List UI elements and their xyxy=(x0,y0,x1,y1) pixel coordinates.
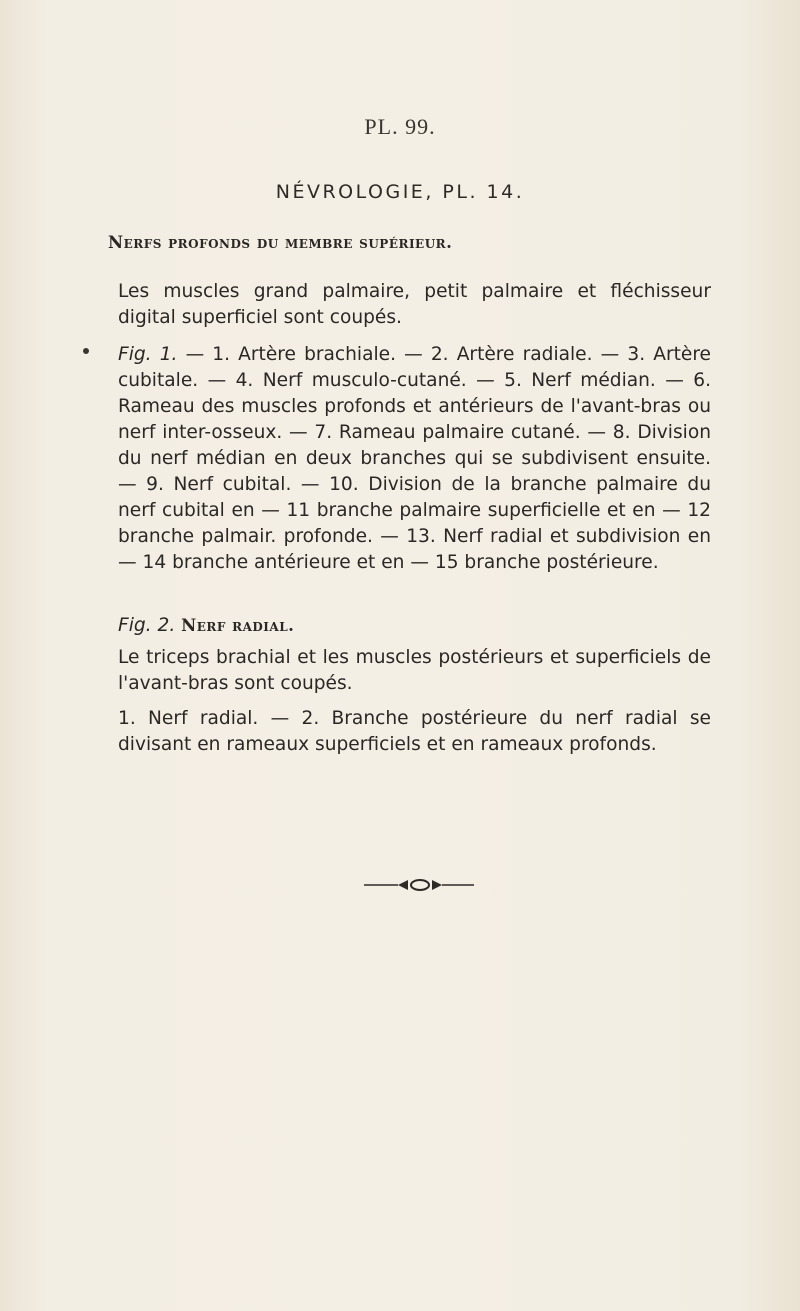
fig2-legend: 1. Nerf radial. — 2. Branche postérieure du nerf radial se divisant en rameaux superficiels et en rameaux profonds. xyxy=(118,708,711,755)
fig2-title: Nerf radial. xyxy=(181,616,295,635)
decorative-divider-icon xyxy=(360,870,480,900)
intro-paragraph: Les muscles grand palmaire, petit palmaire et fléchisseur digital superficiel sont coupés. xyxy=(118,281,711,328)
plate-number: PL. 99. xyxy=(364,114,436,139)
stray-ink-dot xyxy=(83,348,89,354)
section-title: NÉVROLOGIE, PL. 14. xyxy=(275,181,525,203)
fig1-legend xyxy=(118,342,711,576)
fig2-intro-paragraph: Le triceps brachial et les muscles postérieurs et superficiels de l'avant-bras sont coupés. xyxy=(118,647,711,694)
fig1-text: — 1. Artère brachiale. — 2. Artère radiale. — 3. Artère cubitale. — 4. Nerf musculo-cutané. — 5. Nerf médian. — 6. Rameau des muscles profonds et antérieurs de l'avant-bras ou nerf inter-osseux. — 7. Rameau palmaire cutané. — 8. Division du nerf médian en deux branches qui se subdivisent ensuite. — 9. Nerf cubital. — 10. Division de la branche palmaire du nerf cubital en — 11 branche palmaire superficielle et en — 12 branche palmair. profonde. — 13. Nerf radial et subdivision en — 14 branche antérieure et en — 15 branche postérieure. xyxy=(118,344,711,573)
fig2-heading xyxy=(118,613,711,639)
fig1-label: Fig. 1. xyxy=(118,344,178,365)
fig2-label: Fig. 2. xyxy=(118,615,176,636)
subtitle: Nerfs profonds du membre supérieur. xyxy=(108,233,453,252)
